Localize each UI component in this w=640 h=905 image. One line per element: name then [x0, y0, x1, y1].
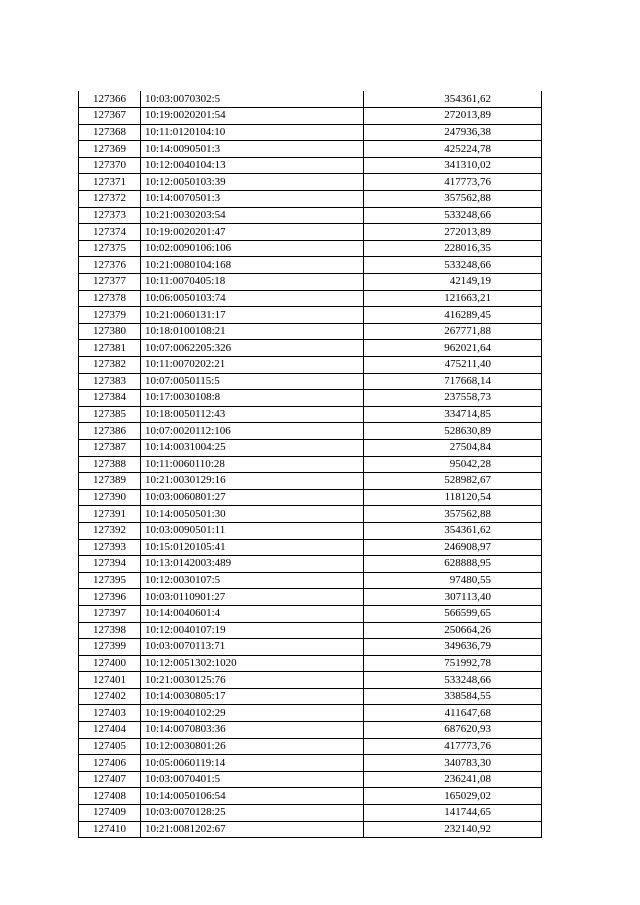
cadastral-number-cell: 10:14:0070803:36	[141, 722, 364, 739]
cadastral-value-cell: 118120,54	[364, 489, 542, 506]
record-number-cell: 127381	[79, 340, 141, 357]
cadastral-value-cell: 357562,88	[364, 506, 542, 523]
record-number-cell: 127396	[79, 589, 141, 606]
table-row	[79, 406, 542, 423]
record-number-cell: 127392	[79, 522, 141, 539]
cadastral-value-cell: 533248,66	[364, 672, 542, 689]
cadastral-number-cell: 10:14:0031004:25	[141, 439, 364, 456]
cadastral-number-cell: 10:12:0030801:26	[141, 738, 364, 755]
table-row	[79, 439, 542, 456]
cadastral-number-cell: 10:11:0070202:21	[141, 357, 364, 374]
record-number-cell: 127407	[79, 771, 141, 788]
table-row	[79, 688, 542, 705]
record-number-cell: 127399	[79, 639, 141, 656]
table-row	[79, 274, 542, 291]
record-number-cell: 127408	[79, 788, 141, 805]
cadastral-number-cell: 10:12:0040104:13	[141, 157, 364, 174]
cadastral-number-cell: 10:18:0100108:21	[141, 323, 364, 340]
record-number-cell: 127394	[79, 556, 141, 573]
cadastral-number-cell: 10:02:0090106:106	[141, 240, 364, 257]
cadastral-number-cell: 10:07:0020112:106	[141, 423, 364, 440]
record-number-cell: 127390	[79, 489, 141, 506]
table-row	[79, 423, 542, 440]
cadastral-number-cell: 10:15:0120105:41	[141, 539, 364, 556]
cadastral-number-cell: 10:13:0142003:489	[141, 556, 364, 573]
cadastral-value-cell: 417773,76	[364, 738, 542, 755]
cadastral-value-cell: 97480,55	[364, 572, 542, 589]
cadastral-value-cell: 416289,45	[364, 307, 542, 324]
record-number-cell: 127410	[79, 821, 141, 838]
record-number-cell: 127378	[79, 290, 141, 307]
cadastral-value-cell: 121663,21	[364, 290, 542, 307]
cadastral-number-cell: 10:18:0050112:43	[141, 406, 364, 423]
cadastral-value-cell: 354361,62	[364, 522, 542, 539]
cadastral-number-cell: 10:21:0030129:16	[141, 473, 364, 490]
record-number-cell: 127391	[79, 506, 141, 523]
table-row	[79, 506, 542, 523]
record-number-cell: 127373	[79, 207, 141, 224]
table-row	[79, 224, 542, 241]
record-number-cell: 127404	[79, 722, 141, 739]
record-number-cell: 127369	[79, 141, 141, 158]
table-row	[79, 705, 542, 722]
cadastral-value-cell: 411647,68	[364, 705, 542, 722]
cadastral-number-cell: 10:21:0060131:17	[141, 307, 364, 324]
table-row	[79, 141, 542, 158]
record-number-cell: 127389	[79, 473, 141, 490]
table-row	[79, 805, 542, 822]
record-number-cell: 127380	[79, 323, 141, 340]
cadastral-number-cell: 10:21:0081202:67	[141, 821, 364, 838]
record-number-cell: 127374	[79, 224, 141, 241]
cadastral-number-cell: 10:14:0030805:17	[141, 688, 364, 705]
cadastral-value-cell: 228016,35	[364, 240, 542, 257]
cadastral-number-cell: 10:03:0070113:71	[141, 639, 364, 656]
table-row	[79, 108, 542, 125]
record-number-cell: 127403	[79, 705, 141, 722]
table-row	[79, 639, 542, 656]
cadastral-value-cell: 528982,67	[364, 473, 542, 490]
record-number-cell: 127368	[79, 124, 141, 141]
cadastral-number-cell: 10:19:0040102:29	[141, 705, 364, 722]
cadastral-value-cell: 267771,88	[364, 323, 542, 340]
record-number-cell: 127397	[79, 605, 141, 622]
table-body	[79, 91, 542, 838]
table-row	[79, 307, 542, 324]
table-row	[79, 722, 542, 739]
cadastral-number-cell: 10:11:0060110:28	[141, 456, 364, 473]
record-number-cell: 127400	[79, 655, 141, 672]
table-row	[79, 390, 542, 407]
table-row	[79, 572, 542, 589]
cadastral-number-cell: 10:12:0030107:5	[141, 572, 364, 589]
cadastral-number-cell: 10:07:0062205:326	[141, 340, 364, 357]
table-row	[79, 522, 542, 539]
cadastral-value-cell: 95042,28	[364, 456, 542, 473]
table-row	[79, 340, 542, 357]
cadastral-number-cell: 10:14:0040601:4	[141, 605, 364, 622]
cadastral-number-cell: 10:03:0110901:27	[141, 589, 364, 606]
table-row	[79, 323, 542, 340]
cadastral-value-cell: 250664,26	[364, 622, 542, 639]
table-row	[79, 655, 542, 672]
cadastral-value-cell: 272013,89	[364, 108, 542, 125]
cadastral-number-cell: 10:03:0070401:5	[141, 771, 364, 788]
cadastral-number-cell: 10:07:0050115:5	[141, 373, 364, 390]
cadastral-number-cell: 10:03:0070302:5	[141, 91, 364, 108]
record-number-cell: 127406	[79, 755, 141, 772]
cadastral-number-cell: 10:05:0060119:14	[141, 755, 364, 772]
cadastral-value-table	[78, 91, 542, 838]
cadastral-number-cell: 10:14:0050501:30	[141, 506, 364, 523]
cadastral-value-cell: 27504,84	[364, 439, 542, 456]
table-row	[79, 821, 542, 838]
record-number-cell: 127372	[79, 191, 141, 208]
cadastral-value-cell: 334714,85	[364, 406, 542, 423]
cadastral-value-cell: 628888,95	[364, 556, 542, 573]
table-row	[79, 157, 542, 174]
cadastral-number-cell: 10:12:0040107:19	[141, 622, 364, 639]
cadastral-value-cell: 232140,92	[364, 821, 542, 838]
cadastral-number-cell: 10:14:0050106:54	[141, 788, 364, 805]
cadastral-number-cell: 10:11:0070405:18	[141, 274, 364, 291]
table-row	[79, 191, 542, 208]
cadastral-value-cell: 246908,97	[364, 539, 542, 556]
cadastral-value-cell: 717668,14	[364, 373, 542, 390]
record-number-cell: 127375	[79, 240, 141, 257]
cadastral-value-cell: 533248,66	[364, 207, 542, 224]
record-number-cell: 127366	[79, 91, 141, 108]
table-row	[79, 771, 542, 788]
cadastral-number-cell: 10:06:0050103:74	[141, 290, 364, 307]
cadastral-value-cell: 687620,93	[364, 722, 542, 739]
cadastral-value-cell: 417773,76	[364, 174, 542, 191]
cadastral-number-cell: 10:11:0120104:10	[141, 124, 364, 141]
cadastral-value-cell: 237558,73	[364, 390, 542, 407]
table-row	[79, 605, 542, 622]
record-number-cell: 127385	[79, 406, 141, 423]
cadastral-number-cell: 10:03:0070128:25	[141, 805, 364, 822]
table-row	[79, 373, 542, 390]
record-number-cell: 127405	[79, 738, 141, 755]
cadastral-number-cell: 10:14:0090501:3	[141, 141, 364, 158]
cadastral-value-cell: 475211,40	[364, 357, 542, 374]
cadastral-number-cell: 10:21:0080104:168	[141, 257, 364, 274]
cadastral-number-cell: 10:19:0020201:54	[141, 108, 364, 125]
record-number-cell: 127384	[79, 390, 141, 407]
table-row	[79, 91, 542, 108]
cadastral-number-cell: 10:21:0030203:54	[141, 207, 364, 224]
cadastral-value-cell: 165029,02	[364, 788, 542, 805]
cadastral-value-cell: 528630,89	[364, 423, 542, 440]
record-number-cell: 127379	[79, 307, 141, 324]
record-number-cell: 127402	[79, 688, 141, 705]
table-row	[79, 240, 542, 257]
cadastral-number-cell: 10:19:0020201:47	[141, 224, 364, 241]
cadastral-value-cell: 307113,40	[364, 589, 542, 606]
cadastral-value-cell: 533248,66	[364, 257, 542, 274]
table-row	[79, 672, 542, 689]
cadastral-value-cell: 357562,88	[364, 191, 542, 208]
cadastral-value-cell: 272013,89	[364, 224, 542, 241]
record-number-cell: 127383	[79, 373, 141, 390]
table-row	[79, 290, 542, 307]
cadastral-number-cell: 10:12:0051302:1020	[141, 655, 364, 672]
table-row	[79, 124, 542, 141]
cadastral-number-cell: 10:12:0050103:39	[141, 174, 364, 191]
record-number-cell: 127409	[79, 805, 141, 822]
table-row	[79, 174, 542, 191]
table-row	[79, 622, 542, 639]
cadastral-value-cell: 566599,65	[364, 605, 542, 622]
record-number-cell: 127367	[79, 108, 141, 125]
cadastral-number-cell: 10:17:0030108:8	[141, 390, 364, 407]
table-row	[79, 738, 542, 755]
table-row	[79, 207, 542, 224]
record-number-cell: 127386	[79, 423, 141, 440]
cadastral-number-cell: 10:03:0060801:27	[141, 489, 364, 506]
cadastral-value-cell: 425224,78	[364, 141, 542, 158]
cadastral-value-cell: 340783,30	[364, 755, 542, 772]
table-row	[79, 489, 542, 506]
record-number-cell: 127395	[79, 572, 141, 589]
table-row	[79, 556, 542, 573]
cadastral-value-cell: 751992,78	[364, 655, 542, 672]
record-number-cell: 127401	[79, 672, 141, 689]
record-number-cell: 127371	[79, 174, 141, 191]
record-number-cell: 127376	[79, 257, 141, 274]
record-number-cell: 127387	[79, 439, 141, 456]
table-row	[79, 788, 542, 805]
table-row	[79, 539, 542, 556]
record-number-cell: 127393	[79, 539, 141, 556]
cadastral-number-cell: 10:21:0030125:76	[141, 672, 364, 689]
cadastral-value-cell: 42149,19	[364, 274, 542, 291]
cadastral-number-cell: 10:03:0090501:11	[141, 522, 364, 539]
cadastral-value-cell: 236241,08	[364, 771, 542, 788]
cadastral-value-cell: 141744,65	[364, 805, 542, 822]
cadastral-value-cell: 341310,02	[364, 157, 542, 174]
record-number-cell: 127382	[79, 357, 141, 374]
cadastral-number-cell: 10:14:0070501:3	[141, 191, 364, 208]
table-row	[79, 357, 542, 374]
record-number-cell: 127388	[79, 456, 141, 473]
table-row	[79, 473, 542, 490]
table-row	[79, 257, 542, 274]
table-row	[79, 589, 542, 606]
cadastral-value-cell: 247936,38	[364, 124, 542, 141]
table-row	[79, 456, 542, 473]
table-row	[79, 755, 542, 772]
record-number-cell: 127370	[79, 157, 141, 174]
cadastral-value-cell: 349636,79	[364, 639, 542, 656]
cadastral-value-cell: 962021,64	[364, 340, 542, 357]
record-number-cell: 127377	[79, 274, 141, 291]
cadastral-value-cell: 354361,62	[364, 91, 542, 108]
record-number-cell: 127398	[79, 622, 141, 639]
cadastral-value-cell: 338584,55	[364, 688, 542, 705]
